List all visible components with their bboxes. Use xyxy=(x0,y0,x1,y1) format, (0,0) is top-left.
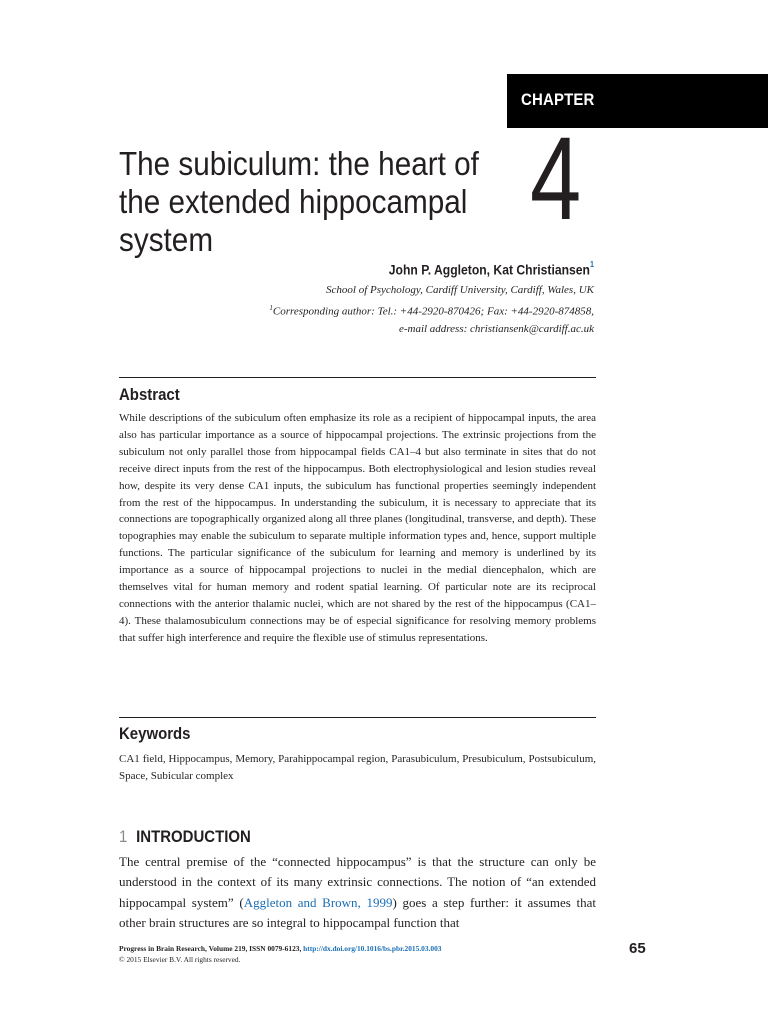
intro-text-after: ) goes a step further: it assumes that other brain structures are so integral to hippocampal function that xyxy=(119,894,596,931)
email-address[interactable]: e-mail address: christiansenk@cardiff.ac.uk xyxy=(398,323,594,335)
introduction-heading xyxy=(119,827,251,847)
chapter-label: CHAPTER xyxy=(521,90,595,109)
abstract-heading: Abstract xyxy=(119,385,180,404)
author-names xyxy=(389,262,594,278)
corresponding-author xyxy=(269,304,594,318)
section-title: INTRODUCTION xyxy=(136,827,251,846)
chapter-number: 4 xyxy=(530,113,582,245)
page-number: 65 xyxy=(629,940,646,957)
author-names-text: John P. Aggleton, Kat Christiansen xyxy=(388,262,590,278)
introduction-text xyxy=(119,852,596,934)
affiliation: School of Psychology, Cardiff University, Cardiff, Wales, UK xyxy=(326,284,594,296)
journal-info: Progress in Brain Research, Volume 219, ISSN 0079-6123, xyxy=(119,944,302,953)
footer xyxy=(119,943,442,965)
keywords-text: CA1 field, Hippocampus, Memory, Parahippocampal region, Parasubiculum, Presubiculum, Postsubiculum, Space, Subicular complex xyxy=(119,753,596,782)
corresponding-text: Corresponding author: Tel.: +44-2920-870426; Fax: +44-2920-874858, xyxy=(272,305,594,318)
title-line: system xyxy=(119,221,214,258)
title-line: the extended hippocampal xyxy=(119,183,468,220)
abstract-text: While descriptions of the subiculum often emphasize its role as a recipient of hippocampal inputs, the area also has particular importance as a source of hippocampal projections. The extrinsic projections from the subiculum not only parallel those from hippocampal fields CA1–4 but also terminate in sites that do not receive direct inputs from the rest of the hippocampus. Both electrophysiological and lesion studies reveal how, despite its very dense CA1 inputs, the subiculum has functional properties seemingly independent from the rest of the hippocampus. In understanding the subiculum, it is necessary to appreciate that its connections are topographically organized along all three planes (longitudinal, transverse, and depth). These topographies may enable the subiculum to separate multiple information types and, hence, support multiple functions. The particular significance of the subiculum for learning and memory is underlined by its importance as a source of hippocampal projections to nuclei in the medial diencephalon, which are themselves vital for human memory and rodent spatial learning. Of particular note are its reciprocal connections with the anterior thalamic nuclei, which are not shared by the rest of the hippocampus (CA1–4). These thalamosubiculum connections may be of especial significance for resolving memory problems that suffer high interference and require the flexible use of stimulus representations. xyxy=(119,412,596,644)
author-marker[interactable]: 1 xyxy=(589,260,594,269)
chapter-title xyxy=(119,145,479,259)
keywords-divider xyxy=(119,717,596,718)
copyright: © 2015 Elsevier B.V. All rights reserved. xyxy=(119,955,241,964)
intro-text-before: The central premise of the “connected hippocampus” is that the structure can only be understood in the context of its many extrinsic connections. The notion of “an extended hippocampal system” ( xyxy=(119,854,596,910)
citation-link[interactable]: Aggleton and Brown, 1999 xyxy=(243,894,393,910)
keywords-heading: Keywords xyxy=(119,724,191,743)
title-line: The subiculum: the heart of xyxy=(119,145,479,182)
doi-link[interactable]: http://dx.doi.org/10.1016/bs.pbr.2015.03.003 xyxy=(303,944,442,953)
abstract-divider xyxy=(119,377,596,378)
section-number: 1 xyxy=(119,827,128,846)
corresponding-marker: 1 xyxy=(269,304,273,312)
